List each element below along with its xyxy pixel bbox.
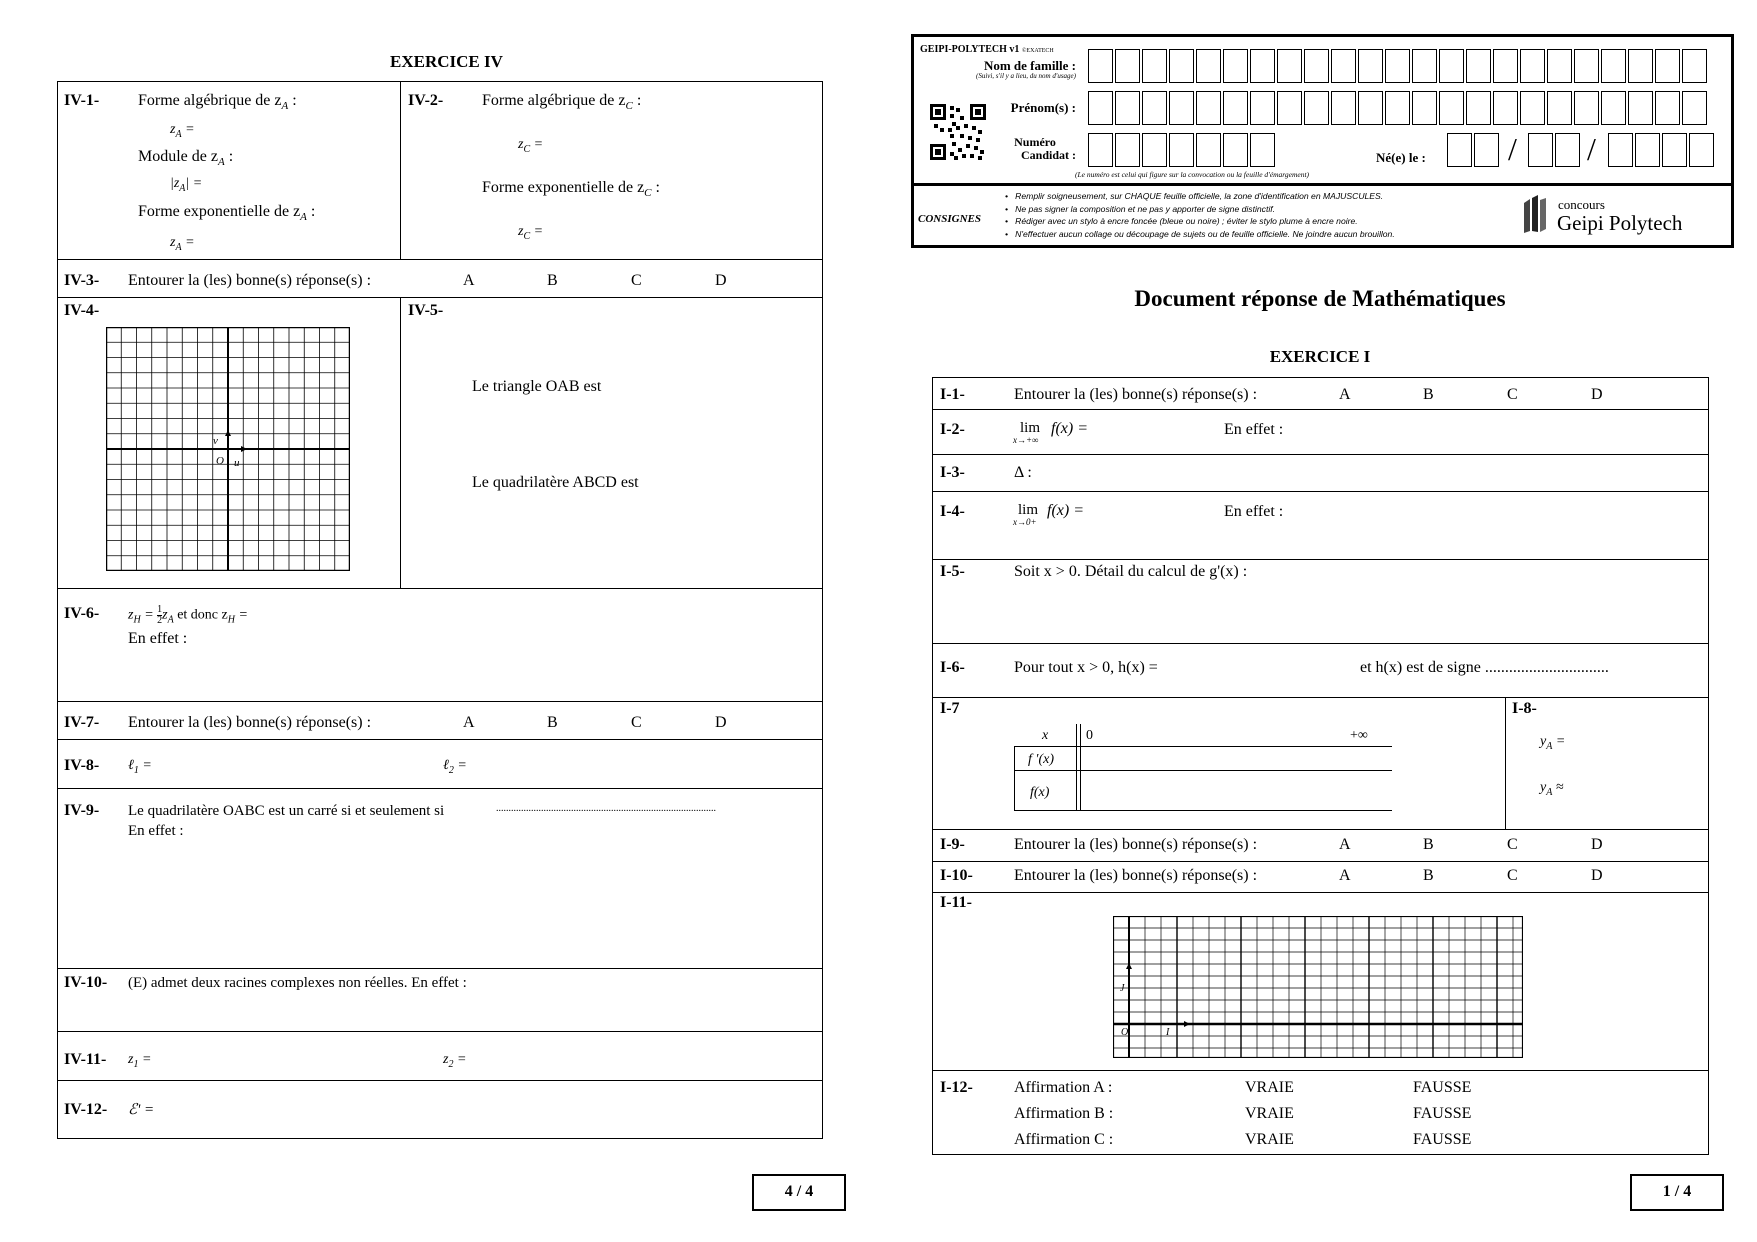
input-cell[interactable]: [1608, 133, 1633, 167]
input-cell[interactable]: [1689, 133, 1714, 167]
input-cell[interactable]: [1169, 133, 1194, 167]
i12-row1-vraie[interactable]: VRAIE: [1245, 1079, 1294, 1096]
i5-label: I-5-: [940, 563, 965, 580]
qr-module: [972, 126, 976, 130]
i8-label: I-8-: [1512, 700, 1537, 717]
iv8-l2: ℓ$_2$ =: [443, 758, 467, 776]
i7-x1: +∞: [1350, 728, 1368, 743]
input-cell[interactable]: [1447, 133, 1472, 167]
i12-row2-name: Affirmation B :: [1014, 1105, 1114, 1122]
i11-i: I: [1166, 1027, 1170, 1038]
iv3-choice-b[interactable]: B: [547, 272, 558, 289]
i9-choice-c[interactable]: C: [1507, 836, 1518, 853]
qr-module: [958, 148, 962, 152]
input-cell[interactable]: [1331, 91, 1356, 125]
consigne-1: • Remplir soigneusement, sur CHAQUE feuille officielle, la zone d'identification en MAJUSCULES.: [1005, 191, 1384, 201]
iv1-line1: Forme algébrique de $z_A$ :: [138, 92, 297, 113]
input-cell[interactable]: [1528, 133, 1553, 167]
i9-choice-d[interactable]: D: [1591, 836, 1603, 853]
iv9-label: IV-9-: [64, 802, 100, 819]
i5-text: Soit x > 0. Détail du calcul de g'(x) :: [1014, 563, 1248, 580]
input-cell[interactable]: [1223, 91, 1248, 125]
i3-label: I-3-: [940, 464, 965, 481]
iv2-line3: Forme exponentielle de $z_C$ :: [482, 179, 660, 200]
input-cell[interactable]: [1547, 91, 1572, 125]
i2-right: En effet :: [1224, 421, 1284, 438]
input-cell[interactable]: [1250, 49, 1275, 83]
i9-text: Entourer la (les) bonne(s) réponse(s) :: [1014, 836, 1258, 853]
input-cell[interactable]: [1655, 49, 1680, 83]
logo-top-text: concours: [1558, 197, 1605, 212]
iv5-line2: Le quadrilatère ABCD est: [472, 474, 639, 491]
input-cell[interactable]: [1115, 133, 1140, 167]
qr-module: [966, 144, 970, 148]
i7-variation-table[interactable]: [1014, 724, 1392, 810]
input-cell[interactable]: [1662, 133, 1687, 167]
input-cell[interactable]: [1682, 49, 1707, 83]
input-cell[interactable]: [1574, 49, 1599, 83]
i11-grid[interactable]: [1113, 916, 1523, 1058]
iv5-label: IV-5-: [408, 302, 444, 319]
iv4-label: IV-4-: [64, 302, 100, 319]
qr-module: [940, 128, 944, 132]
qr-module: [954, 156, 958, 160]
i12-label: I-12-: [940, 1079, 973, 1096]
i12-row3-name: Affirmation C :: [1014, 1131, 1114, 1148]
iv4-v: v: [213, 435, 218, 447]
input-cell[interactable]: [1277, 91, 1302, 125]
iv7-choice-d[interactable]: D: [715, 714, 727, 731]
i2-lim-sub: x→+∞: [1013, 435, 1039, 445]
qr-module: [976, 138, 980, 142]
i12-row1-name: Affirmation A :: [1014, 1079, 1113, 1096]
i4-expr: f(x) =: [1047, 502, 1084, 519]
input-cell[interactable]: [1385, 91, 1410, 125]
input-cell[interactable]: [1196, 133, 1221, 167]
qr-module: [956, 108, 960, 112]
input-cell[interactable]: [1115, 91, 1140, 125]
i6-label: I-6-: [940, 659, 965, 676]
i1-choice-b[interactable]: B: [1423, 386, 1434, 403]
iv12-label: IV-12-: [64, 1101, 108, 1118]
i10-label: I-10-: [940, 867, 973, 884]
consigne-3: • Rédiger avec un stylo à encre foncée (bleue ou noire) ; éviter le stylo plume à encre noire.: [1005, 216, 1358, 226]
iv8-l1: ℓ$_1$ =: [128, 758, 152, 776]
i10-choice-c[interactable]: C: [1507, 867, 1518, 884]
input-cell[interactable]: [1682, 91, 1707, 125]
input-cell[interactable]: [1520, 91, 1545, 125]
iv7-label: IV-7-: [64, 714, 100, 731]
i4-lim-sub: x→0+: [1013, 517, 1037, 527]
input-cell[interactable]: [1474, 133, 1499, 167]
qr-module: [950, 134, 954, 138]
input-cell[interactable]: [1358, 49, 1383, 83]
page-number-left: 4 / 4: [784, 1183, 814, 1200]
input-cell[interactable]: [1304, 91, 1329, 125]
iv9-line1: Le quadrilatère OABC est un carré si et seulement si: [128, 803, 445, 819]
input-cell[interactable]: [1439, 91, 1464, 125]
qr-module: [978, 130, 982, 134]
logo-main-text: Geipi Polytech: [1557, 211, 1683, 235]
iv3-choice-d[interactable]: D: [715, 272, 727, 289]
i7-label: I-7: [940, 700, 960, 717]
qr-module: [960, 134, 964, 138]
i12-row3-vraie[interactable]: VRAIE: [1245, 1131, 1294, 1148]
input-cell[interactable]: [1574, 91, 1599, 125]
iv7-text: Entourer la (les) bonne(s) réponse(s) :: [128, 714, 372, 731]
iv9-line2: En effet :: [128, 823, 184, 839]
input-cell[interactable]: [1223, 49, 1248, 83]
input-cell[interactable]: [1412, 91, 1437, 125]
input-cell[interactable]: [1412, 49, 1437, 83]
input-cell[interactable]: [1466, 91, 1491, 125]
iv11-z1: $z_1$ =: [128, 1052, 152, 1070]
input-cell[interactable]: [1304, 49, 1329, 83]
i11-j: J: [1120, 983, 1125, 994]
i7-row-fprime: f ′(x): [1028, 752, 1054, 767]
consigne-4: • N'effectuer aucun collage ou découpage de sujets ou de feuille officielle. Ne joindre aucun brouillon.: [1005, 228, 1395, 239]
input-cell[interactable]: [1466, 49, 1491, 83]
iv11-label: IV-11-: [64, 1051, 107, 1068]
i4-lim: lim: [1018, 502, 1039, 518]
qr-code-icon: [930, 104, 986, 160]
qr-module: [974, 146, 978, 150]
input-cell[interactable]: [1169, 91, 1194, 125]
i9-choice-a[interactable]: A: [1339, 836, 1351, 853]
i7-x0: 0: [1086, 728, 1093, 743]
input-cell[interactable]: [1196, 49, 1221, 83]
qr-module: [975, 109, 981, 115]
consignes-title: CONSIGNES: [918, 213, 981, 225]
input-cell[interactable]: [1142, 91, 1167, 125]
iv12-text: ℰ' =: [128, 1102, 155, 1118]
numero-note: (Le numéro est celui qui figure sur la convocation ou la feuille d'émargement): [1075, 170, 1310, 179]
i10-choice-d[interactable]: D: [1591, 867, 1603, 884]
iv6-line1: $z_H$ = $\frac{1}{2}$ $z_A$ et donc $z_H$ =: [128, 604, 248, 626]
iv9-dots: ........................................................................................: [496, 803, 716, 814]
page-number-right: 1 / 4: [1662, 1183, 1692, 1200]
iv4-u: u: [234, 457, 240, 469]
input-cell[interactable]: [1250, 91, 1275, 125]
iv2-line1: Forme algébrique de $z_C$ :: [482, 92, 642, 113]
prenom-label: Prénom(s) :: [1010, 100, 1076, 115]
iv4-grid[interactable]: [106, 327, 350, 571]
i9-label: I-9-: [940, 836, 965, 853]
i1-choice-a[interactable]: A: [1339, 386, 1351, 403]
iv3-choice-a[interactable]: A: [463, 272, 475, 289]
iv3-choice-c[interactable]: C: [631, 272, 642, 289]
iv1-line3: Module de $z_A$ :: [138, 148, 234, 169]
i12-row2-fausse[interactable]: FAUSSE: [1413, 1105, 1472, 1122]
input-cell[interactable]: [1385, 49, 1410, 83]
exercise-i-title: EXERCICE I: [1269, 347, 1371, 366]
i2-expr: f(x) =: [1051, 420, 1088, 437]
i2-label: I-2-: [940, 421, 965, 438]
input-cell[interactable]: [1439, 49, 1464, 83]
input-cell[interactable]: [1250, 133, 1275, 167]
qr-module: [964, 124, 968, 128]
input-cell[interactable]: [1142, 133, 1167, 167]
i1-choice-c[interactable]: C: [1507, 386, 1518, 403]
iv10-label: IV-10-: [64, 974, 108, 991]
exercise-iv-title: EXERCICE IV: [390, 52, 503, 71]
qr-module: [950, 106, 954, 110]
input-cell[interactable]: [1520, 49, 1545, 83]
consigne-2: • Ne pas signer la composition et ne pas y apporter de signe distinctif.: [1005, 203, 1276, 214]
input-cell[interactable]: [1223, 133, 1248, 167]
input-cell[interactable]: [1331, 49, 1356, 83]
iv6-label: IV-6-: [64, 605, 100, 622]
i8-line2: $y_A$ ≈: [1540, 780, 1564, 798]
iv1-line2: $z_A$ =: [170, 122, 195, 140]
qr-module: [950, 114, 954, 118]
header-brand: GEIPI-POLYTECH v1 ©EXATECH: [920, 44, 1054, 55]
nee-label: Né(e) le :: [1376, 150, 1426, 165]
input-cell[interactable]: [1088, 91, 1113, 125]
input-cell[interactable]: [1555, 133, 1580, 167]
iv5-line1: Le triangle OAB est: [472, 378, 602, 395]
iv4-origin: O: [216, 455, 224, 467]
i7-row-f: f(x): [1030, 785, 1050, 800]
iv2-line4: $z_C$ =: [518, 224, 544, 242]
input-cell[interactable]: [1655, 91, 1680, 125]
iv7-choice-b[interactable]: B: [547, 714, 558, 731]
iv8-label: IV-8-: [64, 757, 100, 774]
iv2-line2: $z_C$ =: [518, 137, 544, 155]
i10-choice-b[interactable]: B: [1423, 867, 1434, 884]
qr-module: [952, 142, 956, 146]
nom-label: Nom de famille :: [983, 58, 1076, 73]
iv6-line2: En effet :: [128, 630, 188, 647]
input-cell[interactable]: [1088, 133, 1113, 167]
numero-label-1: Numéro: [1014, 135, 1056, 149]
qr-module: [934, 124, 938, 128]
i12-row1-fausse[interactable]: FAUSSE: [1413, 1079, 1472, 1096]
document-title: Document réponse de Mathématiques: [1134, 286, 1506, 311]
input-cell[interactable]: [1115, 49, 1140, 83]
i9-choice-b[interactable]: B: [1423, 836, 1434, 853]
i1-text: Entourer la (les) bonne(s) réponse(s) :: [1014, 386, 1258, 403]
i10-text: Entourer la (les) bonne(s) réponse(s) :: [1014, 867, 1258, 884]
input-cell[interactable]: [1601, 49, 1626, 83]
i11-label: I-11-: [940, 894, 972, 911]
qr-module: [978, 156, 982, 160]
qr-module: [968, 136, 972, 140]
iv2-label: IV-2-: [408, 92, 444, 109]
iv1-label: IV-1-: [64, 92, 100, 109]
input-cell[interactable]: [1358, 91, 1383, 125]
input-cell[interactable]: [1628, 49, 1653, 83]
input-cell[interactable]: [1628, 91, 1653, 125]
i1-choice-d[interactable]: D: [1591, 386, 1603, 403]
qr-module: [948, 128, 952, 132]
i7-row-x: x: [1042, 728, 1049, 743]
qr-module: [935, 149, 941, 155]
i1-label: I-1-: [940, 386, 965, 403]
i4-label: I-4-: [940, 503, 965, 520]
i12-row3-fausse[interactable]: FAUSSE: [1413, 1131, 1472, 1148]
input-cell[interactable]: [1142, 49, 1167, 83]
qr-module: [970, 154, 974, 158]
numero-label-2: Candidat :: [1020, 148, 1076, 162]
i11-origin: O: [1121, 1027, 1129, 1038]
i12-row2-vraie[interactable]: VRAIE: [1245, 1105, 1294, 1122]
input-cell[interactable]: [1088, 49, 1113, 83]
iv3-text: Entourer la (les) bonne(s) réponse(s) :: [128, 272, 372, 289]
iv11-z2: $z_2$ =: [443, 1052, 467, 1070]
qr-module: [962, 154, 966, 158]
i2-lim: lim: [1020, 420, 1041, 436]
input-cell[interactable]: [1277, 49, 1302, 83]
input-cell[interactable]: [1635, 133, 1660, 167]
iv3-label: IV-3-: [64, 272, 100, 289]
iv7-choice-a[interactable]: A: [463, 714, 475, 731]
qr-module: [935, 109, 941, 115]
i10-choice-a[interactable]: A: [1339, 867, 1351, 884]
iv10-text: (E) admet deux racines complexes non réelles. En effet :: [128, 975, 467, 991]
input-cell[interactable]: [1169, 49, 1194, 83]
qr-module: [980, 150, 984, 154]
input-cell[interactable]: [1601, 91, 1626, 125]
qr-module: [960, 116, 964, 120]
qr-module: [956, 126, 960, 130]
consignes-list: [1005, 190, 1395, 240]
date-separator-1: /: [1508, 131, 1517, 167]
qr-module: [950, 152, 954, 156]
qr-module: [952, 122, 956, 126]
i6-right: et h(x) est de signe ...............................: [1360, 659, 1609, 676]
iv7-choice-c[interactable]: C: [631, 714, 642, 731]
iv1-line6: $z_A$ =: [170, 235, 195, 253]
date-separator-2: /: [1587, 131, 1596, 167]
i6-left: Pour tout x > 0, h(x) =: [1014, 659, 1158, 676]
input-cell[interactable]: [1547, 49, 1572, 83]
iv1-line5: Forme exponentielle de $z_A$ :: [138, 203, 316, 224]
i3-text: Δ :: [1014, 464, 1032, 481]
geipi-logo-icon: [1522, 195, 1552, 235]
input-cell[interactable]: [1196, 91, 1221, 125]
input-cell[interactable]: [1493, 49, 1518, 83]
input-cell[interactable]: [1493, 91, 1518, 125]
nom-sublabel: (Suivi, s'il y a lieu, du nom d'usage): [975, 72, 1076, 80]
iv1-line4: $|z_A|$ =: [170, 176, 203, 194]
i4-right: En effet :: [1224, 503, 1284, 520]
i8-line1: $y_A$ =: [1540, 734, 1566, 752]
